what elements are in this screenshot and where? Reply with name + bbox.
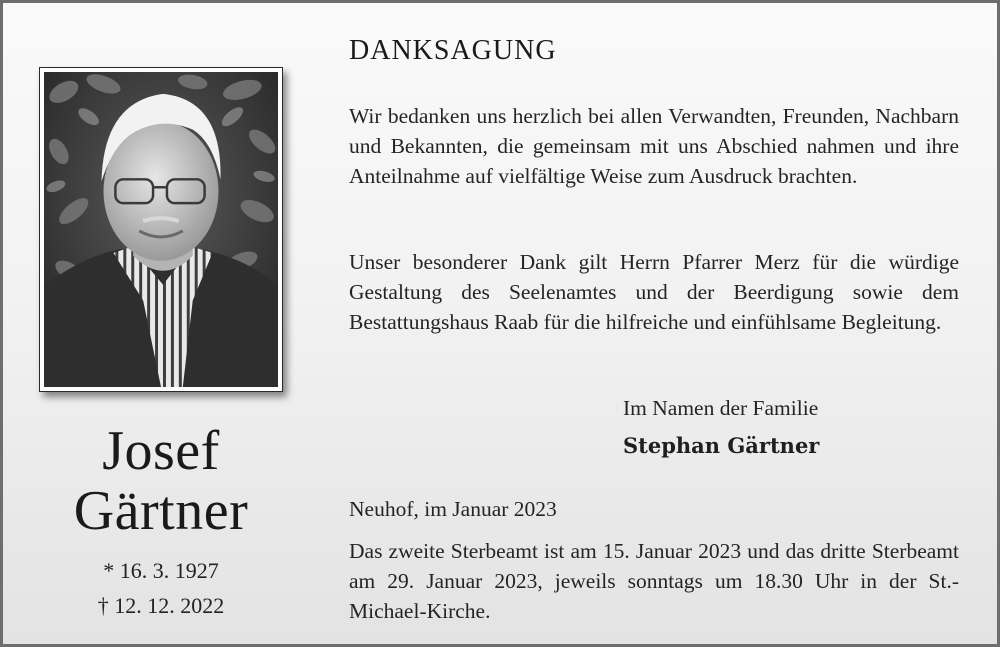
birth-date: * 16. 3. 1927 [103, 558, 219, 583]
place-date: Neuhof, im Januar 2023 [349, 497, 557, 521]
service-note: Das zweite Sterbeamt ist am 15. Januar 2023 und das dritte Sterbeamt am 29. Januar 2023, jeweils sonntags um 18.30 Uhr in der St.-Michael-Kirche. [349, 539, 959, 623]
thanks-paragraph: Wir bedanken uns herzlich bei allen Verwandten, Freunden, Nachbarn und Bekannten, die gemeinsam mit uns Abschied nahmen und ihre Anteilnahme auf vielfältige Weise zum Ausdruck brachten. [349, 104, 959, 188]
portrait-frame [39, 67, 283, 392]
special-thanks-paragraph: Unser besonderer Dank gilt Herrn Pfarrer Merz für die würdige Gestaltung des Seelenamtes und der Beerdigung sowie dem Bestattungshaus Raab für die hilfreiche und einfühlsame Begleitung. [349, 250, 959, 334]
portrait-illustration [44, 72, 278, 387]
signature-intro: Im Namen der Familie [623, 396, 819, 420]
portrait-photo [44, 72, 278, 387]
notice-heading: DANKSAGUNG [349, 35, 557, 66]
death-date: † 12. 12. 2022 [97, 593, 225, 618]
signature-name: Stephan Gärtner [623, 433, 820, 458]
deceased-last-name: Gärtner [73, 480, 249, 542]
deceased-first-name: Josef [102, 420, 220, 482]
